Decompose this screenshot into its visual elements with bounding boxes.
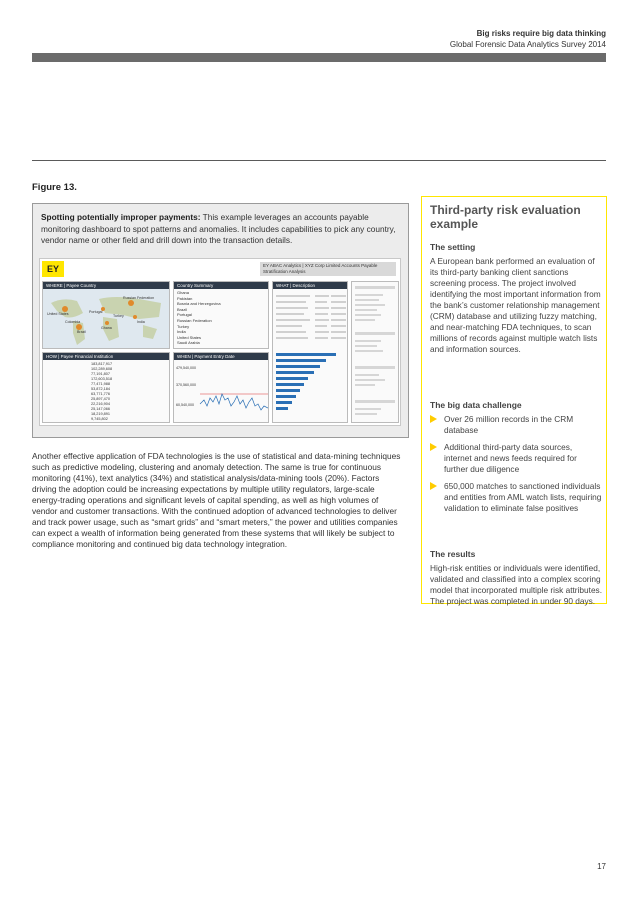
list-item: 77,191,807 (91, 372, 111, 376)
sidebar-title: Third-party risk evaluation example (430, 203, 581, 231)
world-map-icon (43, 289, 170, 349)
map-label: India (137, 320, 145, 324)
map-label: Portugal (89, 310, 103, 314)
dashboard-screenshot (39, 258, 401, 426)
panel-how-head: HOW | Payee Financial Institution (43, 353, 169, 360)
table-row: Saudi Arabia (177, 340, 200, 346)
filter-list-graphic (352, 282, 399, 423)
what-table-graphic (273, 289, 348, 423)
header-subtitle: Global Forensic Data Analytics Survey 2014 (449, 40, 606, 49)
panel-when (173, 352, 269, 423)
bullet-triangle-icon (430, 415, 437, 423)
bullet-triangle-icon (430, 482, 437, 490)
panel-how (42, 352, 170, 423)
setting-heading: The setting (430, 242, 476, 252)
list-item: 53,872,184 (91, 387, 111, 391)
case-study-sidebar (421, 196, 607, 604)
setting-text: A European bank performed an evaluation of its third-party banking client sanctions screening process. The project involved identifying the most important information from the bank’s customer relationship management (CRM) database and utilizing fuzzy matching, and near-matching FDA techniques, to scan millions of records against multiple watch lists and information sources. (430, 256, 601, 354)
bullet-triangle-icon (430, 443, 437, 451)
panel-country-summary (173, 281, 269, 349)
list-item: 172,603,518 (91, 377, 113, 381)
panel-country-head: Country Summary (174, 282, 268, 289)
table-row: Pakistan (177, 295, 193, 301)
list-item: 9,745,802 (91, 417, 108, 421)
table-row: Turkey (177, 323, 190, 329)
header-bar (32, 53, 606, 62)
figure-label: Figure 13. (32, 182, 77, 193)
list-item: 22,216,904 (91, 402, 111, 406)
when-line-chart (174, 360, 269, 423)
country-table (174, 289, 268, 347)
list-item: 25,897,470 (91, 397, 111, 401)
caption-text: This example leverages an accounts payable monitoring dashboard to spot patterns and anomalies. It includes capabilities to pick any country, vendor name or other field and drill down into the transaction details. (41, 212, 396, 245)
when-axis-label: 60,540,000 (176, 403, 194, 407)
panel-when-head: WHEN | Payment Entry Date (174, 353, 268, 360)
ey-logo: EY (42, 261, 64, 277)
list-item: 25,147,066 (91, 407, 111, 411)
table-row: Brazil (177, 306, 188, 312)
running-header (450, 28, 606, 50)
panel-what-head: WHAT | Description (273, 282, 347, 289)
map-label: Turkey (113, 314, 124, 318)
results-heading: The results (430, 549, 476, 559)
map-label: Brazil (77, 330, 86, 334)
panel-where (42, 281, 170, 349)
list-item: 183,817,917 (91, 362, 113, 366)
map-label: United States (47, 312, 69, 316)
figure-caption (41, 212, 399, 247)
map-label: Colombia (65, 320, 81, 324)
panel-what (272, 281, 348, 423)
table-row: Ghana (177, 290, 190, 295)
list-item: 650,000 matches to sanctioned individuals and entities from AML watch lists, requiring validation to eliminate false positives (430, 481, 602, 514)
table-row: Bosnia and Herzegovina (177, 301, 221, 307)
list-item: 102,289,608 (91, 367, 113, 371)
page-number: 17 (597, 862, 606, 871)
table-row: Portugal (177, 312, 192, 318)
when-axis-label: 479,540,000 (176, 366, 196, 370)
how-values (91, 362, 112, 422)
list-item: 18,219,891 (91, 412, 111, 416)
map-label: Ghana (101, 326, 112, 330)
header-title: Big risks require big data thinking (476, 29, 606, 38)
caption-lead: Spotting potentially improper payments: (41, 212, 201, 222)
paragraph-1: Another effective application of FDA technologies is the use of statistical and data-mining techniques such as predictive modeling, clustering and anomaly detection. The same is true for continuous monitoring (41%), text analytics (34%) and statistical analysis/data-mining tools (20%). Factors driving the adoption could be increasing expectations by multiple utility regulators, large-scale energy-trading operations and significant levels of capital spending, as well as high volumes of vendor and customer transactions. With the continued adoption of advanced technologies to deliver and track power usage, such as “smart grids” and “smart meters,” the power and utilities companies can expect a wealth of information being generated from these systems that will likely be subject to compliance monitoring and continued big data technology integration. (32, 451, 401, 549)
list-item: Over 26 million records in the CRM database (430, 414, 602, 436)
results-text: High-risk entities or individuals were identified, validated and classified into a complex scoring model that incorporated multiple risk attributes. The project was completed in under 90 days. (430, 563, 603, 606)
when-axis-label: 370,560,000 (176, 383, 196, 387)
who-bars (276, 353, 336, 410)
list-item: Additional third-party data sources, internet and news feeds required for further due diligence (430, 442, 602, 475)
table-row: India (177, 329, 186, 335)
challenge-list (430, 414, 602, 520)
map-label: Russian Federation (123, 296, 155, 300)
figure-frame (32, 203, 409, 438)
table-row: Russian Federation (177, 317, 212, 323)
list-item: 63,771,776 (91, 392, 111, 396)
table-row: United States (177, 334, 202, 340)
dashboard-title: EY ABAC Analytics | XYZ Corp Limited Accounts Payable Stratification Analysis (260, 262, 396, 276)
challenge-heading: The big data challenge (430, 400, 522, 410)
panel-filters (351, 281, 399, 423)
panel-where-head: WHERE | Payee Country (43, 282, 169, 289)
section-divider (32, 160, 606, 161)
list-item: 77,471,988 (91, 382, 111, 386)
